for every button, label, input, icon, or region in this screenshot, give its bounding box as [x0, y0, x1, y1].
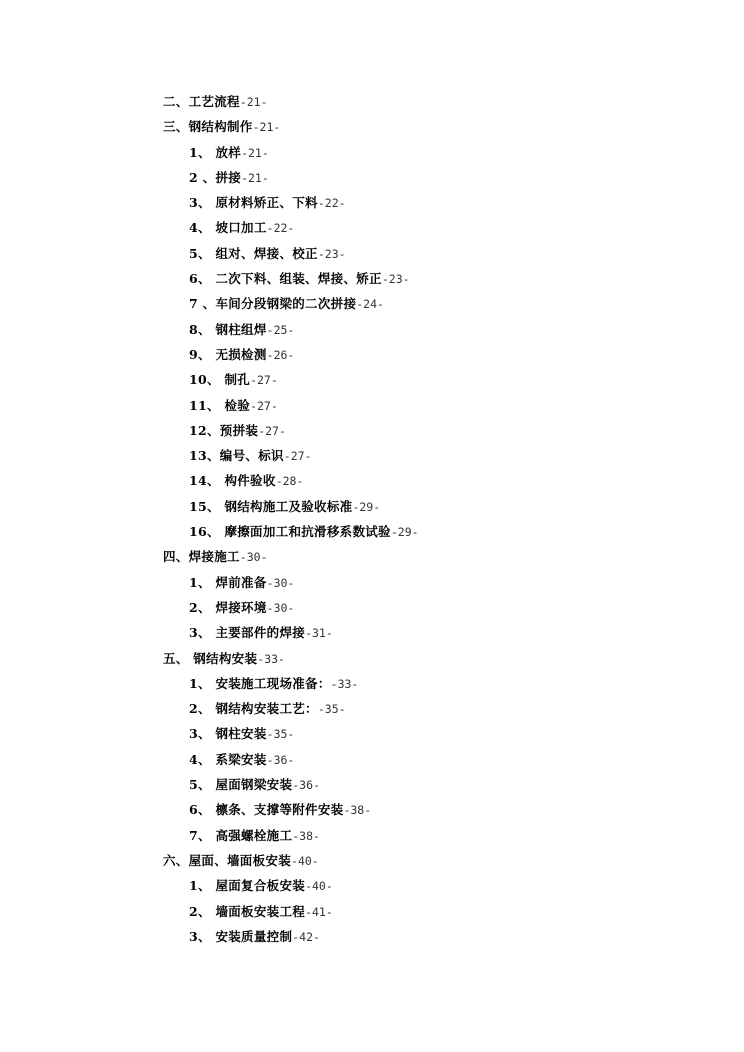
toc-entry-title: 1、 放样: [189, 144, 242, 160]
toc-entry-title: 3、 原材料矫正、下料: [189, 195, 318, 211]
toc-section-entry[interactable]: [0, 544, 744, 569]
toc-entry-title: 2 、拼接: [189, 169, 242, 185]
toc-entry-title: 14、 构件验收: [189, 473, 276, 489]
toc-entry-title: 12、预拼装: [189, 422, 259, 438]
toc-entry-page-number: -33-: [257, 651, 285, 666]
toc-subsection-entry[interactable]: [0, 823, 744, 848]
table-of-contents: [0, 89, 744, 949]
toc-entry-page-number: -26-: [266, 347, 295, 362]
toc-entry-title: 2、 焊接环境: [189, 599, 267, 615]
toc-entry-title: 16、 摩擦面加工和抗滑移系数试验: [189, 524, 391, 540]
toc-entry-page-number: -35-: [266, 727, 295, 742]
toc-entry-page-number: -24-: [356, 297, 384, 312]
toc-entry-title: 9、 无损检测: [189, 346, 267, 362]
toc-entry-page-number: -22-: [317, 196, 346, 211]
toc-subsection-entry[interactable]: [0, 215, 744, 240]
toc-entry-title: 2、 墙面板安装工程: [189, 903, 306, 919]
toc-entry-title: 3、 钢柱安装: [189, 726, 267, 742]
toc-entry-page-number: -22-: [266, 221, 295, 236]
toc-entry-page-number: -27-: [250, 373, 278, 388]
toc-subsection-entry[interactable]: [0, 241, 744, 266]
toc-entry-title: 7 、车间分段钢梁的二次拼接: [189, 296, 357, 312]
toc-subsection-entry[interactable]: [0, 721, 744, 746]
toc-subsection-entry[interactable]: [0, 747, 744, 772]
toc-entry-page-number: -38-: [343, 803, 372, 818]
toc-subsection-entry[interactable]: [0, 468, 744, 493]
toc-entry-page-number: -21-: [241, 145, 269, 160]
toc-subsection-entry[interactable]: [0, 772, 744, 797]
toc-entry-title: 4、 坡口加工: [189, 220, 267, 236]
toc-entry-title: 3、 安装质量控制: [189, 928, 293, 944]
toc-subsection-entry[interactable]: [0, 342, 744, 367]
toc-subsection-entry[interactable]: [0, 291, 744, 316]
toc-subsection-entry[interactable]: [0, 797, 744, 822]
toc-entry-page-number: -30-: [266, 600, 295, 615]
toc-entry-title: 8、 钢柱组焊: [189, 321, 267, 337]
toc-entry-title: 6、 檩条、支撑等附件安装: [189, 802, 344, 818]
toc-subsection-entry[interactable]: [0, 418, 744, 443]
toc-entry-page-number: -40-: [291, 853, 319, 868]
toc-entry-page-number: -30-: [266, 575, 295, 590]
toc-entry-page-number: -25-: [266, 322, 295, 337]
toc-entry-page-number: -21-: [241, 170, 269, 185]
toc-entry-title: 11、 检验: [189, 397, 251, 413]
toc-section-entry[interactable]: [0, 646, 744, 671]
toc-subsection-entry[interactable]: [0, 494, 744, 519]
toc-entry-page-number: -23-: [317, 246, 346, 261]
toc-section-entry[interactable]: [0, 89, 744, 114]
toc-subsection-entry[interactable]: [0, 367, 744, 392]
toc-entry-title: 三、钢结构制作: [163, 119, 253, 135]
toc-section-entry[interactable]: [0, 114, 744, 139]
toc-entry-page-number: -35-: [317, 702, 346, 717]
toc-entry-title: 10、 制孔: [189, 372, 251, 388]
toc-subsection-entry[interactable]: [0, 266, 744, 291]
toc-entry-title: 六、屋面、墙面板安装: [163, 852, 292, 868]
toc-entry-page-number: -41-: [305, 904, 333, 919]
toc-subsection-entry[interactable]: [0, 899, 744, 924]
toc-entry-page-number: -21-: [252, 120, 281, 135]
toc-entry-page-number: -29-: [352, 499, 381, 514]
toc-subsection-entry[interactable]: [0, 519, 744, 544]
toc-subsection-entry[interactable]: [0, 190, 744, 215]
toc-subsection-entry[interactable]: [0, 443, 744, 468]
toc-entry-title: 6、 二次下料、组装、焊接、矫正: [189, 271, 382, 287]
toc-entry-page-number: -29-: [390, 525, 419, 540]
toc-entry-page-number: -27-: [283, 449, 312, 464]
toc-entry-title: 5、 屋面钢梁安装: [189, 777, 293, 793]
toc-entry-title: 1、 焊前准备: [189, 574, 267, 590]
toc-entry-title: 7、 高强螺栓施工: [189, 827, 293, 843]
toc-entry-title: 4、 系梁安装: [189, 751, 267, 767]
toc-entry-page-number: -27-: [258, 423, 286, 438]
toc-entry-title: 3、 主要部件的焊接: [189, 625, 306, 641]
toc-subsection-entry[interactable]: [0, 620, 744, 645]
toc-section-entry[interactable]: [0, 848, 744, 873]
toc-entry-page-number: -28-: [275, 474, 304, 489]
toc-subsection-entry[interactable]: [0, 924, 744, 949]
toc-entry-page-number: -23-: [381, 272, 410, 287]
toc-entry-page-number: -36-: [266, 752, 295, 767]
toc-subsection-entry[interactable]: [0, 393, 744, 418]
toc-entry-page-number: -40-: [305, 879, 333, 894]
toc-entry-page-number: -38-: [292, 828, 320, 843]
toc-entry-title: 2、 钢结构安装工艺：: [189, 701, 318, 717]
toc-entry-title: 1、 屋面复合板安装: [189, 878, 306, 894]
toc-subsection-entry[interactable]: [0, 317, 744, 342]
toc-subsection-entry[interactable]: [0, 570, 744, 595]
toc-subsection-entry[interactable]: [0, 595, 744, 620]
toc-entry-title: 二、工艺流程: [163, 94, 240, 109]
toc-subsection-entry[interactable]: [0, 873, 744, 898]
toc-entry-page-number: -27-: [250, 398, 278, 413]
toc-entry-page-number: -21-: [239, 95, 268, 109]
toc-entry-title: 四、焊接施工: [163, 549, 240, 565]
toc-subsection-entry[interactable]: [0, 696, 744, 721]
toc-subsection-entry[interactable]: [0, 140, 744, 165]
toc-subsection-entry[interactable]: [0, 671, 744, 696]
toc-entry-page-number: -42-: [292, 929, 320, 944]
toc-entry-title: 13、编号、标识: [189, 448, 284, 464]
toc-entry-page-number: -30-: [239, 550, 268, 565]
toc-entry-page-number: -33-: [330, 676, 359, 691]
toc-entry-title: 1、 安装施工现场准备：: [189, 675, 331, 691]
toc-entry-title: 15、 钢结构施工及验收标准: [189, 498, 353, 514]
toc-subsection-entry[interactable]: [0, 165, 744, 190]
toc-entry-title: 五、 钢结构安装: [163, 650, 258, 666]
toc-entry-page-number: -31-: [305, 626, 333, 641]
toc-entry-page-number: -36-: [292, 778, 320, 793]
toc-entry-title: 5、 组对、焊接、校正: [189, 245, 318, 261]
